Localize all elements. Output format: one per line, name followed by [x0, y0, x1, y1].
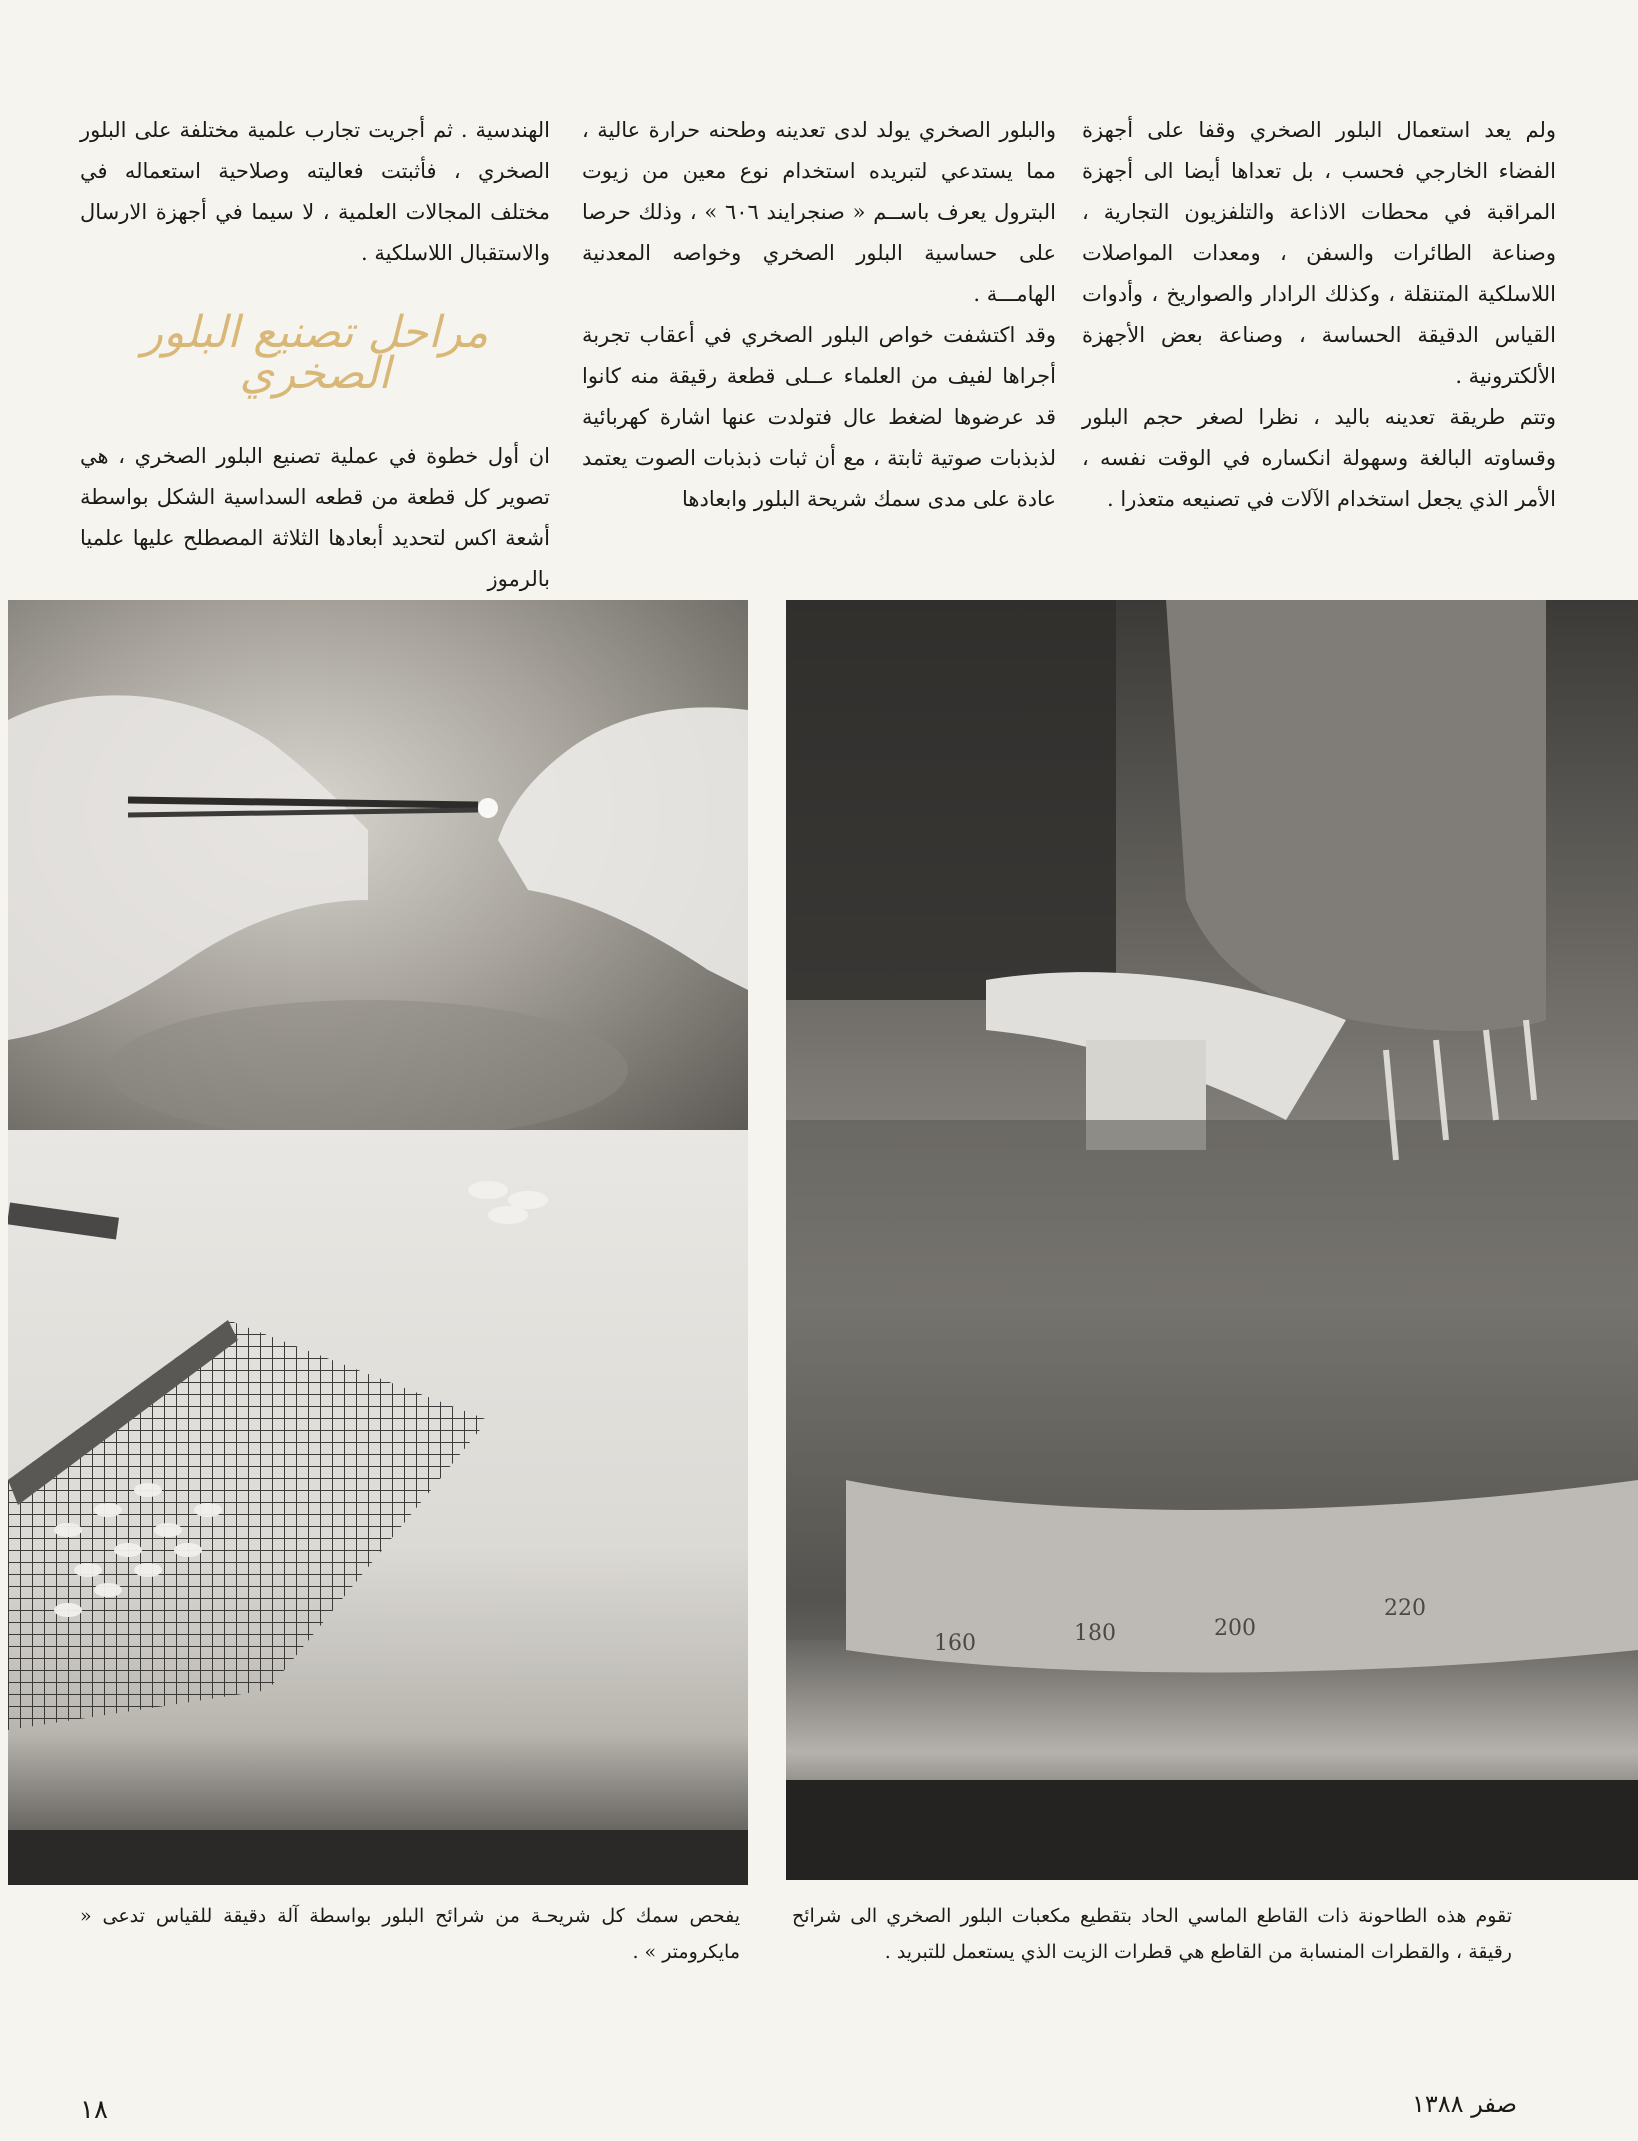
article-paragraph: والبلور الصخري يولد لدى تعدينه وطحنه حرارة عالية ، مما يستدعي لتبريده استخدام نوع معين من زيوت البترول يعرف باســم « صنجرايند ٦٠٦ » ، وذلك حرصا على حساسية البلور الصخري وخواصه المعدنية الهامـــة . [582, 118, 1057, 306]
article-paragraph: ان أول خطوة في عملية تصنيع البلور الصخري ، هي تصوير كل قطعة من قطعه السداسية الشكل بواسطة أشعة اكس لتحديد أبعادها الثلاثة المصطلح عليها علميا بالرموز [80, 444, 550, 591]
photo-mesh-tray [8, 1130, 748, 1885]
page-number: ١٨ [80, 2095, 108, 2125]
photo-hands-tweezers [8, 600, 748, 1130]
section-heading: مراحل تصنيع البلور الصخري [141, 307, 489, 399]
scale-label: 160 [934, 1631, 976, 1656]
scale-label: 200 [1214, 1616, 1256, 1641]
issue-date: صفر ١٣٨٨ [1412, 2090, 1517, 2118]
scale-label: 220 [1384, 1596, 1426, 1621]
mesh-tray-illustration [8, 1130, 748, 1885]
article-paragraph: الهندسية . ثم أجريت تجارب علمية مختلفة على البلور الصخري ، فأثبتت فعاليته وصلاحية استعماله في مختلف المجالات العلمية ، لا سيما في أجهزة الارسال والاستقبال اللاسلكية . [80, 118, 550, 265]
hands-illustration [8, 600, 748, 1130]
article-paragraph: وقد اكتشفت خواص البلور الصخري في أعقاب تجربة أجراها لفيف من العلماء عــلى قطعة رقيقة منه كانوا قد عرضوها لضغط عال فتولدت عنها اشارة كهربائية لذبذبات صوتية ثابتة ، مع أن ثبات ذبذبات الصوت يعتمد عادة على مدى سمك شريحة البلور وابعادها [582, 323, 1057, 511]
article-column-left [80, 110, 550, 600]
saw-illustration [786, 600, 1638, 1880]
scale-label: 180 [1074, 1621, 1116, 1646]
article-paragraph: وتتم طريقة تعدينه باليد ، نظرا لصغر حجم البلور وقساوته البالغة وسهولة انكساره في الوقت نفسه ، الأمر الذي يجعل استخدام الآلات في تصنيعه متعذرا . [1082, 405, 1556, 511]
photo-caption-saw: تقوم هذه الطاحونة ذات القاطع الماسي الحاد بتقطيع مكعبات البلور الصخري الى شرائح رقيقة ، والقطرات المنسابة من القاطع هي قطرات الزيت الذي يستعمل للتبريد . [792, 1905, 1512, 1963]
article-paragraph: ولم يعد استعمال البلور الصخري وقفا على أجهزة الفضاء الخارجي فحسب ، بل تعداها أيضا الى أجهزة المراقبة في محطات الاذاعة والتلفزيون التجارية ، وصناعة الطائرات والسفن ، ومعدات المواصلات اللاسلكية المتنقلة ، وكذلك الرادار والصواريخ ، وأدوات القياس الدقيقة الحساسة ، وصناعة بعض الأجهزة الألكترونية . [1082, 118, 1556, 388]
article-column-right [1082, 110, 1556, 520]
article-column-middle [582, 110, 1056, 520]
photo-caption-mesh: يفحص سمك كل شريحـة من شرائح البلور بواسطة آلة دقيقة للقياس تدعى « مايكرومتر » . [80, 1905, 740, 1963]
photo-diamond-saw [786, 600, 1638, 1880]
